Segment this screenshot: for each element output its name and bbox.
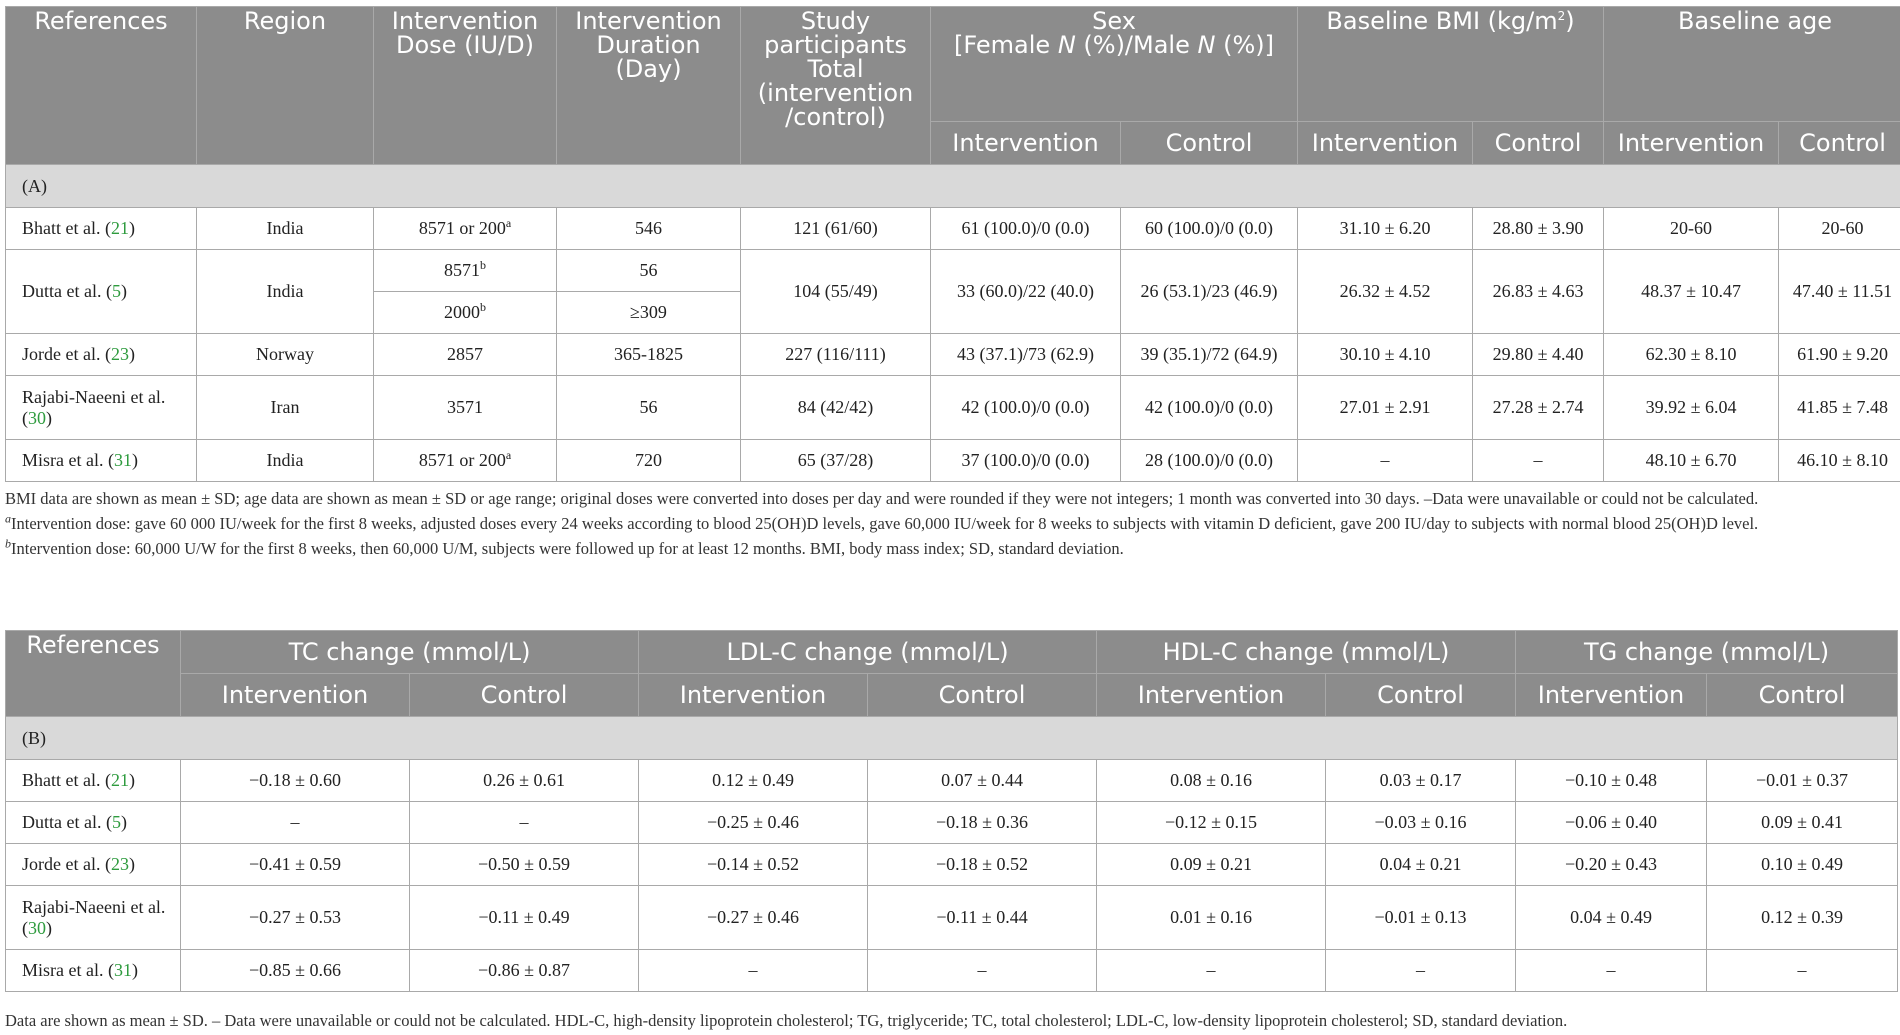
col-header-age-control: Control	[1779, 122, 1900, 165]
participants-cell: 121 (61/60)	[741, 208, 931, 250]
lipid-change-table	[5, 630, 1898, 992]
participants-cell: 104 (55/49)	[741, 250, 931, 334]
age-control-cell: 20-60	[1779, 208, 1900, 250]
ref-close: )	[128, 770, 135, 790]
tc-intervention-cell: –	[181, 802, 410, 844]
ref-text: Bhatt et al. (	[22, 770, 111, 790]
sex-control-cell: 28 (100.0)/0 (0.0)	[1121, 440, 1298, 482]
bmi-header-sup: 2	[1557, 9, 1566, 23]
table-row	[6, 802, 1898, 844]
col-header-ldl-intervention: Intervention	[639, 674, 868, 717]
footnote-marker: b	[480, 300, 486, 314]
sex-control-cell: 39 (35.1)/72 (64.9)	[1121, 334, 1298, 376]
bmi-header-pre: Baseline BMI (kg/m	[1326, 7, 1558, 35]
footnote-main: BMI data are shown as mean ± SD; age data are shown as mean ± SD or age range; original doses were converted into doses per day and were rounded if they were not integers; 1 month was converted into 30 days. –Data were unavailable or could not be calculated.	[5, 489, 1759, 508]
ref-text: Misra et al. (	[22, 960, 114, 980]
ref-text: Jorde et al. (	[22, 344, 111, 364]
col-header-age-intervention: Intervention	[1604, 122, 1779, 165]
ref-text: Jorde et al. (	[22, 854, 111, 874]
footnote-marker: a	[505, 216, 512, 230]
hdl-intervention-cell: 0.01 ± 0.16	[1097, 886, 1326, 950]
sex-intervention-cell: 43 (37.1)/73 (62.9)	[931, 334, 1121, 376]
bmi-intervention-cell: 30.10 ± 4.10	[1298, 334, 1473, 376]
tc-control-cell: −0.50 ± 0.59	[410, 844, 639, 886]
table-row	[6, 334, 1900, 376]
footnote-b-mark: b	[5, 536, 11, 551]
footnote-marker: a	[505, 448, 512, 462]
ref-text: Bhatt et al. (	[22, 218, 111, 238]
dose-value: 8571 or 200	[418, 450, 506, 470]
ref-close: )	[46, 917, 52, 938]
citation-link[interactable]: 21	[110, 218, 129, 238]
col-header-tg-control: Control	[1707, 674, 1898, 717]
age-intervention-cell: 62.30 ± 8.10	[1604, 334, 1779, 376]
ref-text: Rajabi-Naeeni et al. (	[22, 386, 166, 428]
ldl-intervention-cell: −0.14 ± 0.52	[639, 844, 868, 886]
ref-cell	[6, 760, 181, 802]
footnote-marker: b	[480, 258, 486, 272]
col-header-references: References	[6, 7, 197, 165]
tc-intervention-cell: −0.85 ± 0.66	[181, 950, 410, 992]
bmi-control-cell: 27.28 ± 2.74	[1473, 376, 1604, 440]
col-header-tc: TC change (mmol/L)	[181, 631, 639, 674]
bmi-intervention-cell: 31.10 ± 6.20	[1298, 208, 1473, 250]
participants-cell: 65 (37/28)	[741, 440, 931, 482]
table-row	[6, 950, 1898, 992]
hdl-control-cell: 0.03 ± 0.17	[1326, 760, 1516, 802]
ref-cell	[6, 950, 181, 992]
citation-link[interactable]: 31	[113, 960, 132, 980]
table-b-footnote: Data are shown as mean ± SD. – Data were unavailable or could not be calculated. HDL-C, high-density lipoprotein cholesterol; TG, triglyceride; TC, total cholesterol; LDL-C, low-density lipoprotein cholesterol; SD, standard deviation.	[5, 1011, 1568, 1030]
dose-cell	[374, 292, 557, 334]
sex-header-post: (%)]	[1215, 31, 1274, 59]
ldl-control-cell: –	[868, 950, 1097, 992]
hdl-control-cell: −0.03 ± 0.16	[1326, 802, 1516, 844]
ref-close: )	[46, 407, 52, 428]
sex-header-line1: Sex	[1092, 7, 1136, 35]
col-header-bmi-control: Control	[1473, 122, 1604, 165]
ldl-intervention-cell: –	[639, 950, 868, 992]
sex-intervention-cell: 33 (60.0)/22 (40.0)	[931, 250, 1121, 334]
region-cell: Norway	[197, 334, 374, 376]
ref-cell	[6, 208, 197, 250]
col-header-ldl-control: Control	[868, 674, 1097, 717]
tg-control-cell: 0.09 ± 0.41	[1707, 802, 1898, 844]
duration-cell: ≥309	[557, 292, 741, 334]
ref-text: Rajabi-Naeeni et al. (	[22, 896, 166, 938]
ref-cell	[6, 886, 181, 950]
footnote-a-text: Intervention dose: gave 60 000 IU/week for the first 8 weeks, adjusted doses every 24 weeks according to blood 25(OH)D levels, gave 60,000 IU/week for 8 weeks to subjects with vitamin D deficient, gave 200 IU/day to subjects with normal blood 25(OH)D level.	[11, 514, 1759, 533]
age-control-cell: 46.10 ± 8.10	[1779, 440, 1900, 482]
footnote-b	[5, 536, 1897, 561]
sex-header-n1: N	[1057, 31, 1076, 59]
ref-cell	[6, 376, 197, 440]
tc-intervention-cell: −0.41 ± 0.59	[181, 844, 410, 886]
ref-close: )	[128, 854, 135, 874]
sex-control-cell: 42 (100.0)/0 (0.0)	[1121, 376, 1298, 440]
table-row	[6, 760, 1898, 802]
ldl-intervention-cell: −0.25 ± 0.46	[639, 802, 868, 844]
tg-control-cell: 0.12 ± 0.39	[1707, 886, 1898, 950]
duration-cell: 365-1825	[557, 334, 741, 376]
age-intervention-cell: 48.10 ± 6.70	[1604, 440, 1779, 482]
ref-text: Dutta et al. (	[22, 812, 112, 832]
citation-link[interactable]: 23	[110, 344, 129, 364]
col-header-bmi	[1298, 7, 1604, 122]
bmi-control-cell: 26.83 ± 4.63	[1473, 250, 1604, 334]
col-header-tg: TG change (mmol/L)	[1516, 631, 1898, 674]
ref-close: )	[131, 450, 138, 470]
bmi-control-cell: 29.80 ± 4.40	[1473, 334, 1604, 376]
region-cell: India	[197, 250, 374, 334]
participants-cell: 227 (116/111)	[741, 334, 931, 376]
tg-control-cell: –	[1707, 950, 1898, 992]
tg-intervention-cell: −0.10 ± 0.48	[1516, 760, 1707, 802]
footnote-a	[5, 511, 1897, 536]
citation-link[interactable]: 30	[28, 407, 46, 428]
tc-control-cell: –	[410, 802, 639, 844]
bmi-control-cell: 28.80 ± 3.90	[1473, 208, 1604, 250]
col-header-sex-intervention: Intervention	[931, 122, 1121, 165]
tc-control-cell: −0.11 ± 0.49	[410, 886, 639, 950]
dose-value: 8571	[444, 260, 480, 280]
sex-header-mid: (%)/Male	[1075, 31, 1198, 59]
col-header-references: References	[6, 631, 181, 717]
dose-cell: 2857	[374, 334, 557, 376]
col-header-ldl: LDL-C change (mmol/L)	[639, 631, 1097, 674]
col-header-sex	[931, 7, 1298, 122]
citation-link[interactable]: 5	[111, 812, 121, 832]
duration-cell: 56	[557, 376, 741, 440]
section-label-b: (B)	[6, 717, 1898, 760]
footnote-a-mark: a	[5, 511, 11, 526]
col-header-hdl: HDL-C change (mmol/L)	[1097, 631, 1516, 674]
duration-cell: 720	[557, 440, 741, 482]
footnote-b-text: Intervention dose: 60,000 U/W for the first 8 weeks, then 60,000 U/M, subjects were followed up for at least 12 months. BMI, body mass index; SD, standard deviation.	[11, 539, 1124, 558]
age-control-cell: 41.85 ± 7.48	[1779, 376, 1900, 440]
tg-intervention-cell: –	[1516, 950, 1707, 992]
sex-intervention-cell: 37 (100.0)/0 (0.0)	[931, 440, 1121, 482]
ref-close: )	[120, 812, 127, 832]
sex-control-cell: 26 (53.1)/23 (46.9)	[1121, 250, 1298, 334]
col-header-tc-control: Control	[410, 674, 639, 717]
dose-cell: 3571	[374, 376, 557, 440]
tg-intervention-cell: −0.06 ± 0.40	[1516, 802, 1707, 844]
tc-intervention-cell: −0.18 ± 0.60	[181, 760, 410, 802]
ldl-control-cell: −0.11 ± 0.44	[868, 886, 1097, 950]
col-header-sex-control: Control	[1121, 122, 1298, 165]
col-header-age: Baseline age	[1604, 7, 1900, 122]
hdl-control-cell: –	[1326, 950, 1516, 992]
sex-header-n2: N	[1197, 31, 1216, 59]
age-control-cell: 47.40 ± 11.51	[1779, 250, 1900, 334]
ref-cell	[6, 250, 197, 334]
citation-link[interactable]: 30	[28, 917, 46, 938]
region-cell: Iran	[197, 376, 374, 440]
col-header-hdl-intervention: Intervention	[1097, 674, 1326, 717]
sex-header-pre: [Female	[954, 31, 1058, 59]
sex-control-cell: 60 (100.0)/0 (0.0)	[1121, 208, 1298, 250]
hdl-intervention-cell: −0.12 ± 0.15	[1097, 802, 1326, 844]
dose-cell	[374, 208, 557, 250]
col-header-tc-intervention: Intervention	[181, 674, 410, 717]
table-row	[6, 376, 1900, 440]
table-row	[6, 440, 1900, 482]
ref-cell	[6, 844, 181, 886]
duration-cell: 56	[557, 250, 741, 292]
section-label-a: (A)	[6, 165, 1900, 208]
tc-control-cell: −0.86 ± 0.87	[410, 950, 639, 992]
tc-intervention-cell: −0.27 ± 0.53	[181, 886, 410, 950]
table-a-footnotes	[5, 486, 1897, 561]
bmi-intervention-cell: –	[1298, 440, 1473, 482]
duration-cell: 546	[557, 208, 741, 250]
hdl-control-cell: 0.04 ± 0.21	[1326, 844, 1516, 886]
ref-cell	[6, 802, 181, 844]
hdl-intervention-cell: 0.08 ± 0.16	[1097, 760, 1326, 802]
col-header-region: Region	[197, 7, 374, 165]
tg-control-cell: 0.10 ± 0.49	[1707, 844, 1898, 886]
col-header-bmi-intervention: Intervention	[1298, 122, 1473, 165]
dose-value: 2000	[444, 302, 480, 322]
table-row	[6, 208, 1900, 250]
ref-close: )	[128, 218, 135, 238]
dose-cell	[374, 440, 557, 482]
citation-link[interactable]: 31	[113, 450, 132, 470]
tg-intervention-cell: 0.04 ± 0.49	[1516, 886, 1707, 950]
table-row	[6, 886, 1898, 950]
region-cell: India	[197, 208, 374, 250]
ldl-control-cell: −0.18 ± 0.52	[868, 844, 1097, 886]
ref-close: )	[131, 960, 138, 980]
region-cell: India	[197, 440, 374, 482]
col-header-tg-intervention: Intervention	[1516, 674, 1707, 717]
age-control-cell: 61.90 ± 9.20	[1779, 334, 1900, 376]
table-row	[6, 250, 1900, 292]
bmi-header-post: )	[1565, 7, 1575, 35]
ldl-intervention-cell: 0.12 ± 0.49	[639, 760, 868, 802]
sex-intervention-cell: 42 (100.0)/0 (0.0)	[931, 376, 1121, 440]
tg-control-cell: −0.01 ± 0.37	[1707, 760, 1898, 802]
dose-value: 8571 or 200	[418, 218, 506, 238]
ref-cell	[6, 334, 197, 376]
citation-link[interactable]: 21	[110, 770, 129, 790]
bmi-intervention-cell: 26.32 ± 4.52	[1298, 250, 1473, 334]
ref-cell	[6, 440, 197, 482]
bmi-intervention-cell: 27.01 ± 2.91	[1298, 376, 1473, 440]
hdl-control-cell: −0.01 ± 0.13	[1326, 886, 1516, 950]
tc-control-cell: 0.26 ± 0.61	[410, 760, 639, 802]
ref-text: Dutta et al. (	[22, 281, 112, 301]
age-intervention-cell: 39.92 ± 6.04	[1604, 376, 1779, 440]
tg-intervention-cell: −0.20 ± 0.43	[1516, 844, 1707, 886]
col-header-dose: Intervention Dose (IU/D)	[374, 7, 557, 165]
citation-link[interactable]: 5	[111, 281, 121, 301]
col-header-participants: Study participants Total (intervention /control)	[741, 7, 931, 165]
table-row	[6, 844, 1898, 886]
col-header-hdl-control: Control	[1326, 674, 1516, 717]
baseline-characteristics-table	[5, 6, 1900, 482]
sex-intervention-cell: 61 (100.0)/0 (0.0)	[931, 208, 1121, 250]
participants-cell: 84 (42/42)	[741, 376, 931, 440]
hdl-intervention-cell: –	[1097, 950, 1326, 992]
ldl-control-cell: 0.07 ± 0.44	[868, 760, 1097, 802]
dose-cell	[374, 250, 557, 292]
age-intervention-cell: 20-60	[1604, 208, 1779, 250]
ref-text: Misra et al. (	[22, 450, 114, 470]
bmi-control-cell: –	[1473, 440, 1604, 482]
col-header-duration: Intervention Duration (Day)	[557, 7, 741, 165]
ldl-intervention-cell: −0.27 ± 0.46	[639, 886, 868, 950]
age-intervention-cell: 48.37 ± 10.47	[1604, 250, 1779, 334]
hdl-intervention-cell: 0.09 ± 0.21	[1097, 844, 1326, 886]
ref-close: )	[120, 281, 127, 301]
ldl-control-cell: −0.18 ± 0.36	[868, 802, 1097, 844]
citation-link[interactable]: 23	[110, 854, 129, 874]
ref-close: )	[128, 344, 135, 364]
